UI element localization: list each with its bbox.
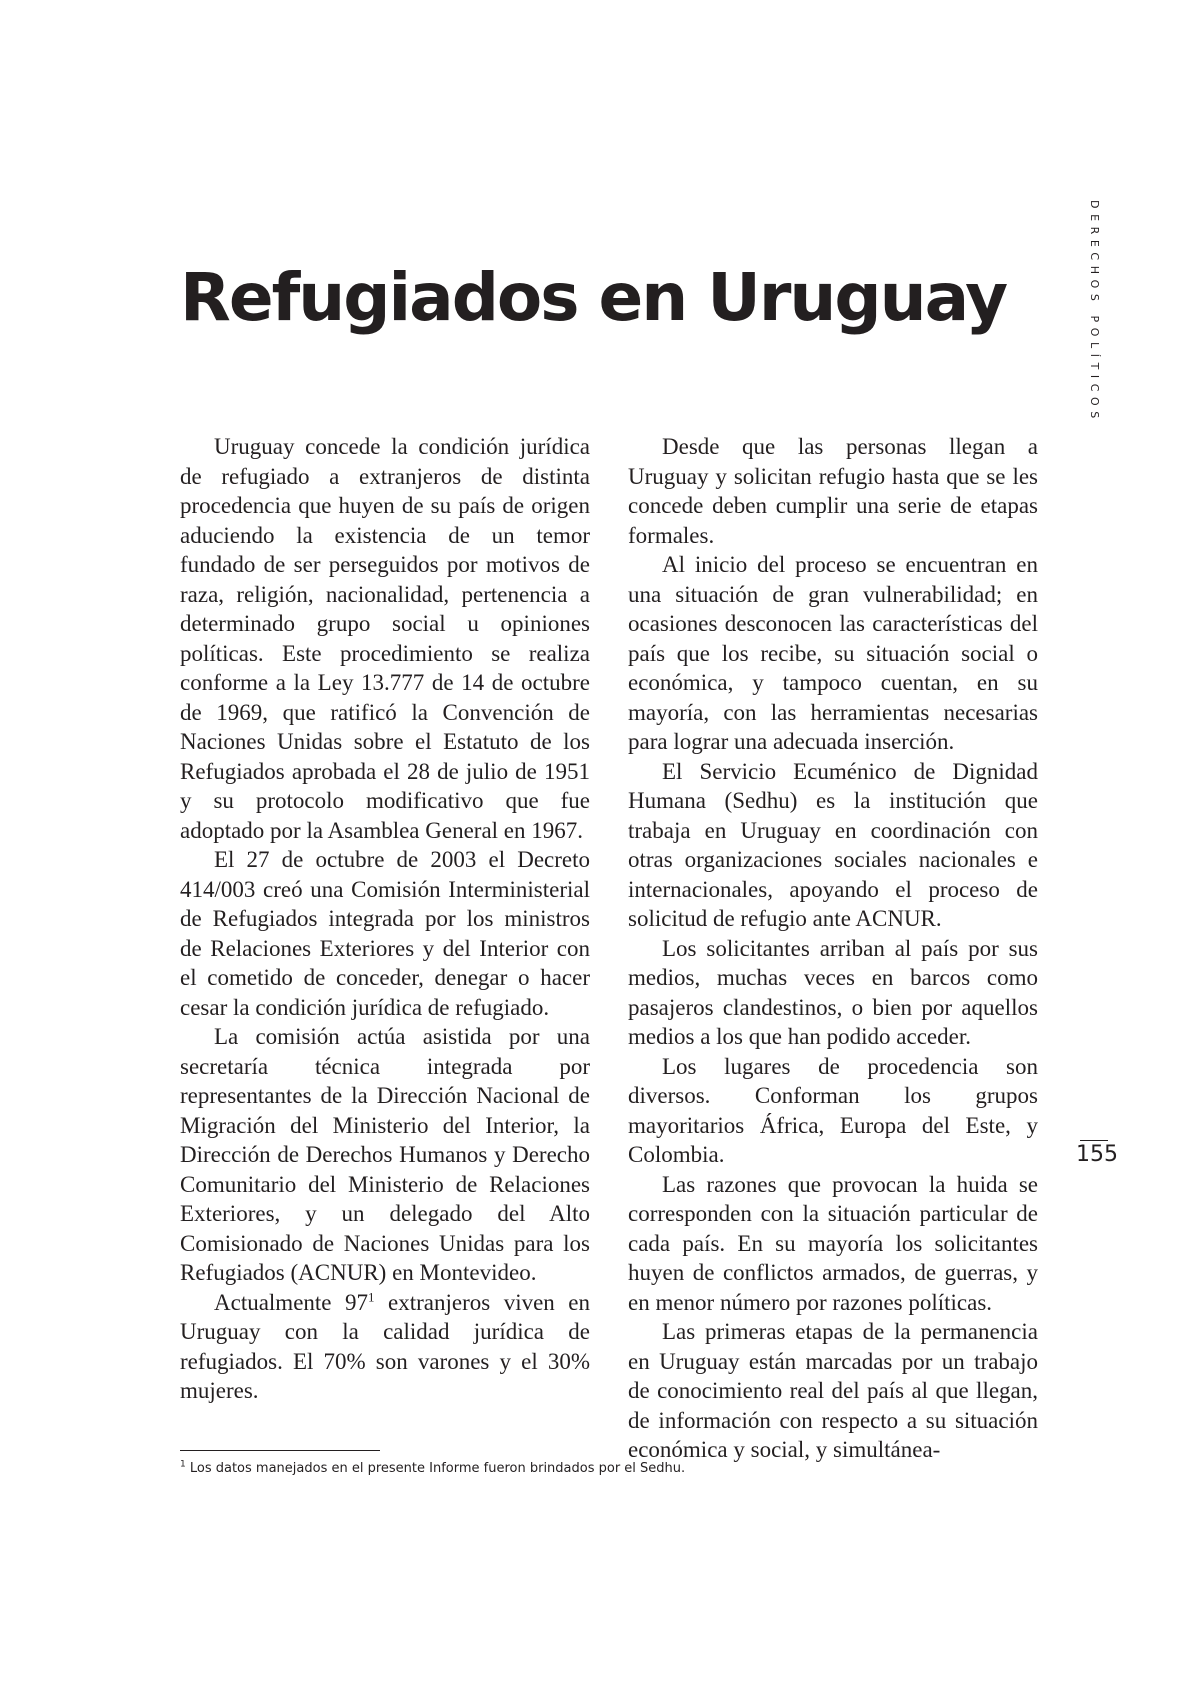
page-title: Refugiados en Uruguay: [180, 259, 1007, 336]
paragraph: Los lugares de procedencia son diversos. Conforman los grupos mayoritarios África, Europa del Este, y Colombia.: [628, 1053, 1038, 1167]
paragraph: Las razones que provocan la huida se corresponden con la situación particular de cada país. En su mayoría los solicitantes huyen de conflictos armados, de guerras, y en menor número por razones políticas.: [628, 1171, 1038, 1315]
paragraph: Al inicio del proceso se encuentran en una situación de gran vulnerabilidad; en ocasiones desconocen las características del país que los recibe, su situación social o económica, y tampoco cuentan, en su mayoría, con las herramientas necesarias para lograr una adecuada inserción.: [628, 552, 1038, 754]
left-text-column: [180, 432, 590, 1406]
paragraph: La comisión actúa asistida por una secretaría técnica integrada por representantes de la Dirección Nacional de Migración del Ministerio del Interior, la Dirección de Derechos Humanos y Derecho Comunitario del Ministerio de Relaciones Exteriores, y un delegado del Alto Comisionado de Naciones Unidas para los Refugiados (ACNUR) en Montevideo.: [180, 1024, 590, 1285]
page-number: 155: [1076, 1142, 1118, 1167]
paragraph: Uruguay concede la condición jurídica de refugiado a extranjeros de distinta procedencia que huyen de su país de origen aduciendo la existencia de un temor fundado de ser perseguidos por motivos de raza, religión, nacionalidad, pertenencia a determinado grupo social u opiniones políticas. Este procedimiento se realiza conforme a la Ley 13.777 de 14 de octubre de 1969, que ratificó la Convención de Naciones Unidas sobre el Estatuto de los Refugiados aprobada el 28 de julio de 1951 y su protocolo modificativo que fue adoptado por la Asamblea General en 1967.: [180, 434, 590, 843]
paragraph-text: extranjeros viven en Uruguay con la calidad jurídica de refugiados. El 70% son varones y el 30% mujeres.: [180, 1289, 590, 1403]
right-text-column: [628, 432, 1038, 1465]
page-number-rule: [1080, 1140, 1108, 1141]
footnote-text: Los datos manejados en el presente Informe fueron brindados por el Sedhu.: [185, 1461, 686, 1476]
paragraph: Desde que las personas llegan a Uruguay y solicitan refugio hasta que se les concede deben cumplir una serie de etapas formales.: [628, 434, 1038, 548]
footnote: [180, 1460, 980, 1478]
paragraph: Las primeras etapas de la permanencia en Uruguay están marcadas por un trabajo de conocimiento real del país al que llegan, de información con respecto a su situación económica y social, y simultánea-: [628, 1319, 1038, 1462]
footnote-marker: 1: [180, 1459, 186, 1470]
footnote-reference[interactable]: 1: [368, 1288, 375, 1304]
footnote-divider: [180, 1450, 380, 1451]
section-side-label: DERECHOS POLÍTICOS: [1088, 200, 1101, 424]
paragraph: [180, 1288, 590, 1406]
paragraph: El 27 de octubre de 2003 el Decreto 414/003 creó una Comisión Interministerial de Refugiados integrada por los ministros de Relaciones Exteriores y del Interior con el cometido de conceder, denegar o hacer cesar la condición jurídica de refugiado.: [180, 847, 590, 1020]
paragraph: Los solicitantes arriban al país por sus medios, muchas veces en barcos como pasajeros clandestinos, o bien por aquellos medios a los que han podido acceder.: [628, 935, 1038, 1049]
paragraph-text: Actualmente 97: [214, 1289, 369, 1315]
paragraph: El Servicio Ecuménico de Dignidad Humana (Sedhu) es la institución que trabaja en Uruguay en coordinación con otras organizaciones sociales nacionales e internacionales, apoyando el proceso de solicitud de refugio ante ACNUR.: [628, 758, 1038, 931]
